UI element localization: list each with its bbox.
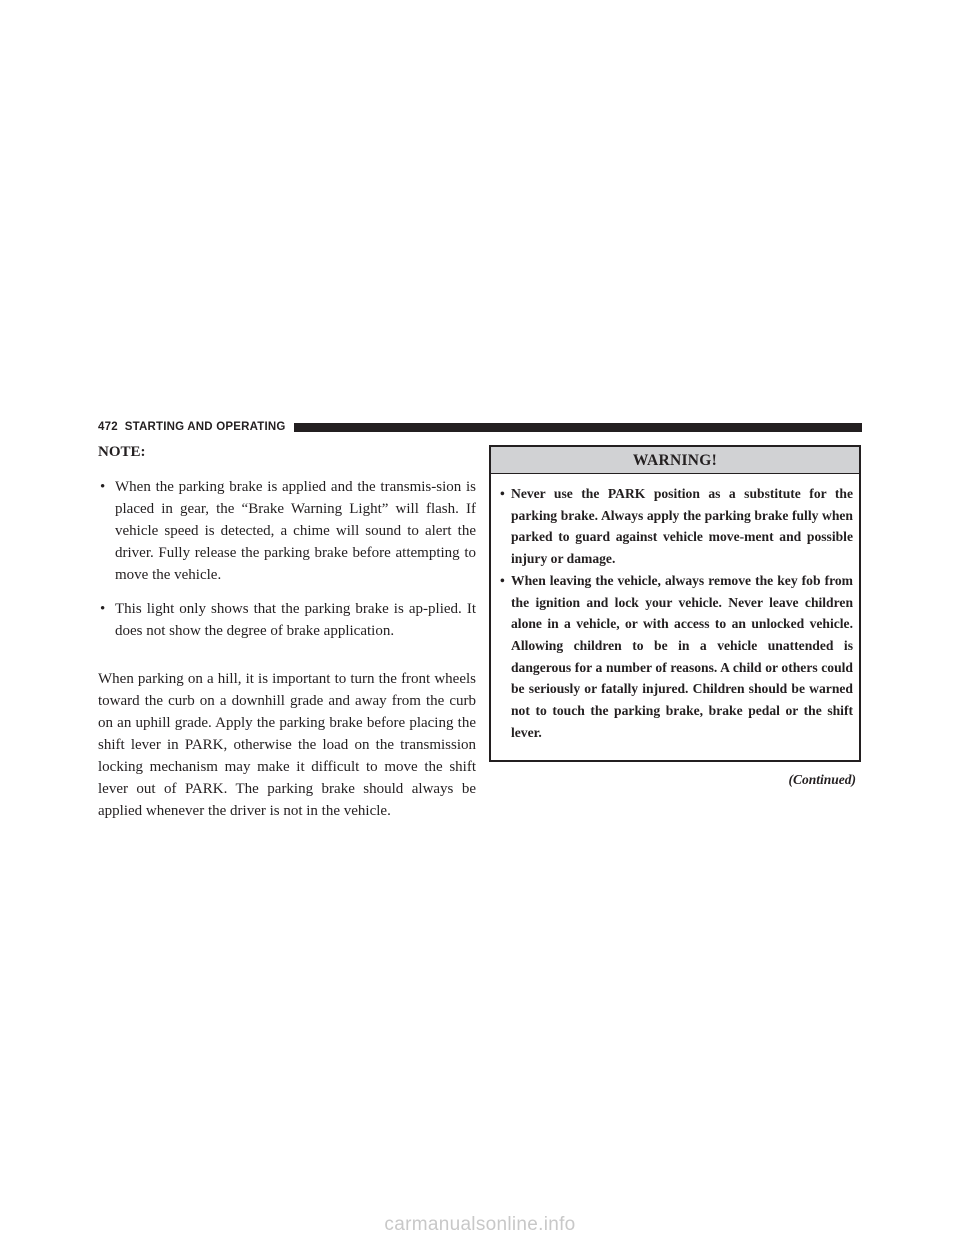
bullet-icon: • (500, 572, 505, 588)
bullet-icon: • (500, 486, 505, 501)
bullet-icon: • (100, 479, 106, 495)
note-item-text: When the parking brake is applied and the transmis-sion is placed in gear, the “Brake Warning Light” will flash. If vehicle speed is detected, a chime will sound to alert the driver. Fully release the parking brake before attempting to move the vehicle. (115, 479, 476, 583)
continued-label: (Continued) (788, 772, 856, 787)
warning-item-text: When leaving the vehicle, always remove the key fob from the ignition and lock your vehicle. Never leave children alone in a vehicle, or with access to an unlocked vehicle. Allowing children to be in a vehicle unattended is dangerous for a number of reasons. A child or others could be seriously or fatally injured. Children should be warned not to touch the parking brake, brake pedal or the shift lever. (511, 572, 853, 740)
warning-list (491, 474, 859, 743)
note-item-text: This light only shows that the parking brake is ap-plied. It does not show the degree of brake application. (115, 601, 476, 639)
page-header (98, 420, 862, 434)
left-column (98, 441, 476, 822)
warning-box (489, 445, 861, 762)
header-rule (294, 423, 862, 432)
bullet-icon: • (100, 601, 106, 617)
warning-item (500, 483, 853, 570)
warning-title: WARNING! (491, 447, 859, 474)
note-heading: NOTE: (98, 444, 146, 460)
note-item (98, 476, 476, 586)
warning-item (500, 570, 853, 744)
note-item (98, 598, 476, 642)
note-list (98, 476, 476, 642)
watermark: carmanualsonline.info (384, 1214, 576, 1235)
warning-item-text: Never use the PARK position as a substitute for the parking brake. Always apply the parking brake fully when parked to guard against vehicle move-ment and possible injury or damage. (511, 486, 853, 567)
body-paragraph: When parking on a hill, it is important to turn the front wheels toward the curb on a downhill grade and away from the curb on an uphill grade. Apply the parking brake before placing the shift lever in PARK, otherwise the load on the transmission locking mechanism may make it difficult to move the shift lever out of PARK. The parking brake should always be applied whenever the driver is not in the vehicle. (98, 671, 476, 819)
page-number: 472 (98, 421, 118, 433)
section-title: STARTING AND OPERATING (124, 421, 286, 433)
